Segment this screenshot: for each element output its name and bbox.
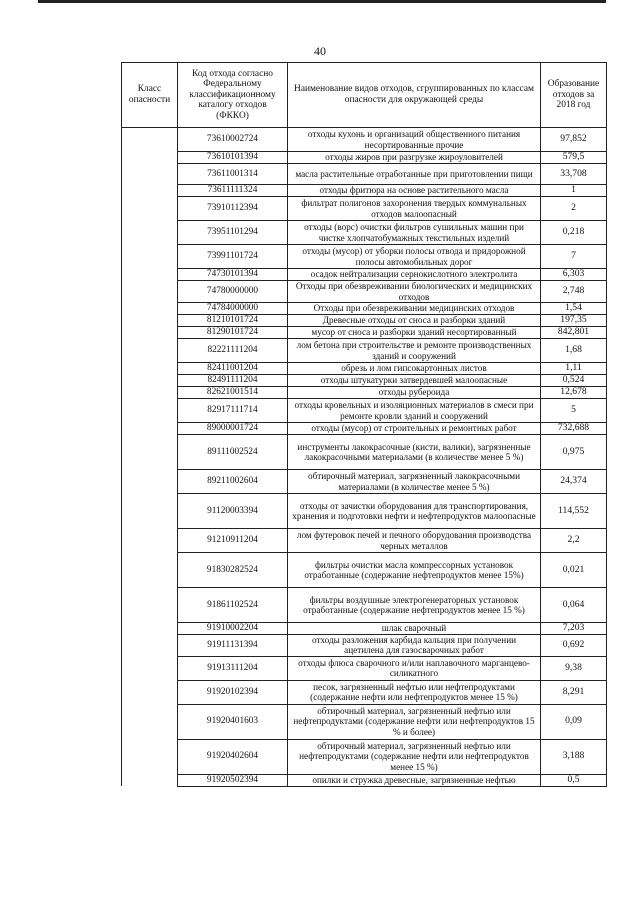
table-row xyxy=(122,315,607,327)
table-row xyxy=(122,635,607,657)
waste-amount-cell: 3,188 xyxy=(541,739,607,774)
table-row xyxy=(122,281,607,303)
waste-amount-cell: 0,975 xyxy=(541,435,607,470)
table-row xyxy=(122,774,607,786)
table-row xyxy=(122,152,607,164)
waste-code-cell: 73610101394 xyxy=(178,152,288,164)
waste-code-cell: 91920502394 xyxy=(178,774,288,786)
waste-name-cell: обтирочный материал, загрязненный нефтью или нефтепродуктами (содержание нефти или нефтепродуктов менее 15 %) xyxy=(288,739,541,774)
header-name: Наименование видов отходов, сгруппированных по классам опасности для окружающей среды xyxy=(288,63,541,128)
waste-code-cell: 82491111204 xyxy=(178,375,288,387)
waste-name-cell: отходы (ворс) очистки фильтров сушильных машин при чистке хлопчатобумажных текстильных изделий xyxy=(288,221,541,245)
waste-amount-cell: 1 xyxy=(541,185,607,197)
table-row xyxy=(122,363,607,375)
waste-name-cell: лом бетона при строительстве и ремонте производственных зданий и сооружений xyxy=(288,339,541,363)
waste-amount-cell: 2,748 xyxy=(541,281,607,303)
waste-name-cell: инструменты лакокрасочные (кисти, валики), загрязненные лакокрасочными материалами (в количестве менее 5 %) xyxy=(288,435,541,470)
waste-amount-cell: 7 xyxy=(541,245,607,269)
waste-amount-cell: 9,38 xyxy=(541,656,607,680)
waste-name-cell: осадок нейтрализации сернокислотного электролита xyxy=(288,269,541,281)
waste-amount-cell: 2,2 xyxy=(541,529,607,553)
waste-amount-cell: 114,552 xyxy=(541,494,607,529)
waste-amount-cell: 1,11 xyxy=(541,363,607,375)
waste-code-cell: 89111002524 xyxy=(178,435,288,470)
waste-name-cell: отходы (мусор) от уборки полосы отвода и придорожной полосы автомобильных дорог xyxy=(288,245,541,269)
waste-name-cell: Отходы при обезвреживании медицинских отходов xyxy=(288,303,541,315)
table-row xyxy=(122,339,607,363)
waste-code-cell: 82621001514 xyxy=(178,387,288,399)
waste-amount-cell: 24,374 xyxy=(541,470,607,494)
table-header-row xyxy=(122,63,607,128)
table-row xyxy=(122,494,607,529)
waste-name-cell: отходы флюса сварочного и/или наплавочного марганцево-силикатного xyxy=(288,656,541,680)
waste-code-cell: 74780000000 xyxy=(178,281,288,303)
waste-amount-cell: 0,692 xyxy=(541,635,607,657)
waste-name-cell: отходы жиров при разгрузке жироуловителей xyxy=(288,152,541,164)
waste-amount-cell: 842,801 xyxy=(541,327,607,339)
page-number: 40 xyxy=(314,44,326,58)
waste-name-cell: Отходы при обезвреживании биологических и медицинских отходов xyxy=(288,281,541,303)
waste-code-cell: 82221111204 xyxy=(178,339,288,363)
table-row xyxy=(122,185,607,197)
waste-code-cell: 73991101724 xyxy=(178,245,288,269)
waste-name-cell: Древесные отходы от сноса и разборки зданий xyxy=(288,315,541,327)
waste-amount-cell: 12,678 xyxy=(541,387,607,399)
waste-code-cell: 91920402604 xyxy=(178,739,288,774)
waste-name-cell: обтирочный материал, загрязненный нефтью или нефтепродуктами (содержание нефти или нефтепродуктов 15 % и более) xyxy=(288,704,541,739)
waste-code-cell: 73611111324 xyxy=(178,185,288,197)
waste-name-cell: отходы от зачистки оборудования для транспортирования, хранения и подготовки нефти и нефтепродуктов малоопасные xyxy=(288,494,541,529)
waste-code-cell: 91861102524 xyxy=(178,588,288,623)
waste-code-cell: 73610002724 xyxy=(178,128,288,152)
table-row xyxy=(122,656,607,680)
waste-amount-cell: 2 xyxy=(541,197,607,221)
waste-name-cell: мусор от сноса и разборки зданий несортированный xyxy=(288,327,541,339)
hazard-class-cell xyxy=(122,128,178,787)
waste-amount-cell: 579,5 xyxy=(541,152,607,164)
table-row xyxy=(122,529,607,553)
waste-name-cell: отходы штукатурки затвердевшей малоопасные xyxy=(288,375,541,387)
table-row xyxy=(122,435,607,470)
waste-name-cell: обрезь и лом гипсокартонных листов xyxy=(288,363,541,375)
waste-amount-cell: 6,303 xyxy=(541,269,607,281)
table-row xyxy=(122,739,607,774)
header-code: Код отхода согласно Федеральному классификационному каталогу отходов (ФККО) xyxy=(178,63,288,128)
waste-amount-cell: 0,218 xyxy=(541,221,607,245)
waste-code-cell: 74730101394 xyxy=(178,269,288,281)
table-row xyxy=(122,327,607,339)
waste-name-cell: лом футеровок печей и печного оборудования производства черных металлов xyxy=(288,529,541,553)
table-row xyxy=(122,164,607,185)
waste-name-cell: отходы рубероида xyxy=(288,387,541,399)
waste-name-cell: шлак сварочный xyxy=(288,623,541,635)
table-row xyxy=(122,269,607,281)
table-row xyxy=(122,588,607,623)
waste-name-cell: опилки и стружка древесные, загрязненные нефтью xyxy=(288,774,541,786)
table-row xyxy=(122,221,607,245)
waste-code-cell: 73951101294 xyxy=(178,221,288,245)
waste-amount-cell: 0,064 xyxy=(541,588,607,623)
waste-name-cell: отходы (мусор) от строительных и ремонтных работ xyxy=(288,423,541,435)
table-row xyxy=(122,470,607,494)
waste-name-cell: отходы разложения карбида кальция при получении ацетилена для газосварочных работ xyxy=(288,635,541,657)
waste-amount-cell: 97,852 xyxy=(541,128,607,152)
waste-amount-cell: 197,35 xyxy=(541,315,607,327)
table-row xyxy=(122,245,607,269)
waste-amount-cell: 1,68 xyxy=(541,339,607,363)
waste-name-cell: отходы кровельных и изоляционных материалов в смеси при ремонте кровли зданий и сооружений xyxy=(288,399,541,423)
waste-name-cell: песок, загрязненный нефтью или нефтепродуктами (содержание нефти или нефтепродуктов менее 15 %) xyxy=(288,680,541,704)
waste-code-cell: 91911131394 xyxy=(178,635,288,657)
waste-code-cell: 73910112394 xyxy=(178,197,288,221)
waste-amount-cell: 0,5 xyxy=(541,774,607,786)
table-row xyxy=(122,197,607,221)
waste-code-cell: 89000001724 xyxy=(178,423,288,435)
waste-amount-cell: 0,09 xyxy=(541,704,607,739)
table-row xyxy=(122,375,607,387)
waste-code-cell: 91210911204 xyxy=(178,529,288,553)
waste-name-cell: отходы фритюра на основе растительного масла xyxy=(288,185,541,197)
waste-code-cell: 74784000000 xyxy=(178,303,288,315)
table-row xyxy=(122,128,607,152)
waste-code-cell: 81290101724 xyxy=(178,327,288,339)
waste-code-cell: 91830282524 xyxy=(178,553,288,588)
waste-amount-cell: 5 xyxy=(541,399,607,423)
table-row xyxy=(122,623,607,635)
top-border-line xyxy=(38,0,606,3)
table-row xyxy=(122,387,607,399)
waste-amount-cell: 1,54 xyxy=(541,303,607,315)
waste-code-cell: 89211002604 xyxy=(178,470,288,494)
waste-code-cell: 81210101724 xyxy=(178,315,288,327)
table-row xyxy=(122,704,607,739)
waste-amount-cell: 732,688 xyxy=(541,423,607,435)
waste-table xyxy=(121,62,607,787)
table-row xyxy=(122,303,607,315)
waste-name-cell: обтирочный материал, загрязненный лакокрасочными материалами (в количестве менее 5 %) xyxy=(288,470,541,494)
waste-amount-cell: 0,524 xyxy=(541,375,607,387)
waste-name-cell: масла растительные отработанные при приготовлении пищи xyxy=(288,164,541,185)
waste-amount-cell: 33,708 xyxy=(541,164,607,185)
table-row xyxy=(122,553,607,588)
waste-code-cell: 91120003394 xyxy=(178,494,288,529)
table-row xyxy=(122,423,607,435)
waste-code-cell: 91910002204 xyxy=(178,623,288,635)
table-row xyxy=(122,399,607,423)
waste-code-cell: 73611001314 xyxy=(178,164,288,185)
waste-name-cell: фильтры воздушные электрогенераторных установок отработанные (содержание нефтепродуктов менее 15 %) xyxy=(288,588,541,623)
waste-code-cell: 91913111204 xyxy=(178,656,288,680)
waste-code-cell: 82917111714 xyxy=(178,399,288,423)
table-row xyxy=(122,680,607,704)
waste-amount-cell: 7,203 xyxy=(541,623,607,635)
waste-name-cell: фильтры очистки масла компрессорных установок отработанные (содержание нефтепродуктов менее 15%) xyxy=(288,553,541,588)
waste-amount-cell: 0,021 xyxy=(541,553,607,588)
header-amount: Образование отходов за 2018 год xyxy=(541,63,607,128)
waste-code-cell: 82411001204 xyxy=(178,363,288,375)
waste-code-cell: 91920102394 xyxy=(178,680,288,704)
waste-amount-cell: 8,291 xyxy=(541,680,607,704)
header-class: Класс опасности xyxy=(122,63,178,128)
waste-code-cell: 91920401603 xyxy=(178,704,288,739)
waste-name-cell: фильтрат полигонов захоронения твердых коммунальных отходов малоопасный xyxy=(288,197,541,221)
waste-name-cell: отходы кухонь и организаций общественного питания несортированные прочие xyxy=(288,128,541,152)
table-body xyxy=(122,128,607,787)
